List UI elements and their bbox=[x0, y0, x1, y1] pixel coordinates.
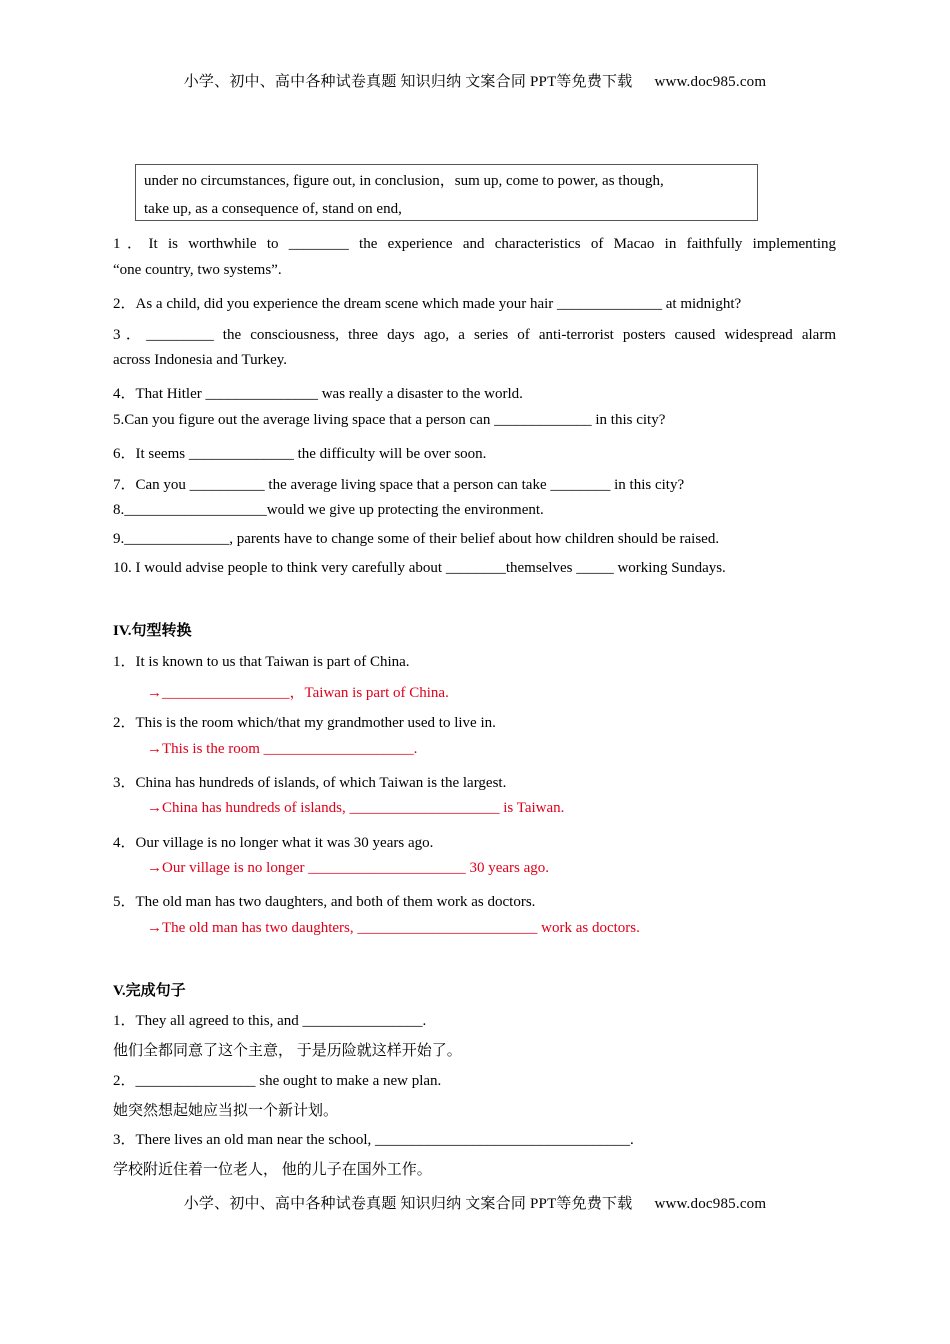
question-7: 7．Can you __________ the average living space that a person can take ________ in this city? bbox=[113, 477, 685, 493]
transform-question-4: 4．Our village is no longer what it was 30 years ago. bbox=[113, 835, 434, 851]
page-footer bbox=[0, 1192, 950, 1213]
question-1-line-2: “one country, two systems”. bbox=[113, 262, 282, 278]
question-3-line-2: across Indonesia and Turkey. bbox=[113, 352, 288, 368]
transform-answer-2: →This is the room ____________________. bbox=[147, 741, 418, 757]
word-bank-box bbox=[135, 164, 758, 221]
complete-question-1: 1．They all agreed to this, and ________________. bbox=[113, 1013, 427, 1029]
section-4-title: IV.句型转换 bbox=[113, 623, 192, 639]
complete-question-2: 2．________________ she ought to make a new plan. bbox=[113, 1073, 442, 1089]
transform-question-2: 2．This is the room which/that my grandmother used to live in. bbox=[113, 715, 496, 731]
question-2: 2．As a child, did you experience the dream scene which made your hair ______________ at midnight? bbox=[113, 296, 742, 312]
complete-question-3: 3．There lives an old man near the school, __________________________________. bbox=[113, 1132, 634, 1148]
word-bank-line-2: take up, as a consequence of, stand on end, bbox=[144, 201, 402, 217]
question-9: 9.______________, parents have to change some of their belief about how children should be raised. bbox=[113, 531, 720, 547]
header-url: www.doc985.com bbox=[654, 74, 767, 90]
complete-chinese-1: 他们全都同意了这个主意， 于是历险就这样开始了。 bbox=[113, 1043, 462, 1059]
question-8: 8.___________________would we give up protecting the environment. bbox=[113, 502, 544, 518]
header-slogan: 小学、初中、高中各种试卷真题 知识归纳 文案合同 PPT等免费下载 bbox=[183, 74, 633, 90]
transform-answer-5: →The old man has two daughters, ________________________ work as doctors. bbox=[147, 920, 640, 936]
transform-question-1: 1．It is known to us that Taiwan is part of China. bbox=[113, 654, 410, 670]
transform-answer-1: →_________________，Taiwan is part of China. bbox=[147, 685, 449, 701]
complete-chinese-3: 学校附近住着一位老人， 他的儿子在国外工作。 bbox=[113, 1162, 432, 1178]
question-4: 4．That Hitler _______________ was really a disaster to the world. bbox=[113, 386, 523, 402]
complete-chinese-2: 她突然想起她应当拟一个新计划。 bbox=[113, 1103, 339, 1119]
transform-question-5: 5．The old man has two daughters, and both of them work as doctors. bbox=[113, 894, 536, 910]
section-5-title: V.完成句子 bbox=[113, 983, 186, 999]
word-bank-line-1: under no circumstances, figure out, in conclusion，sum up, come to power, as though, bbox=[144, 173, 664, 189]
footer-url: www.doc985.com bbox=[654, 1196, 767, 1212]
question-10: 10. I would advise people to think very carefully about ________themselves _____ working Sundays. bbox=[113, 560, 726, 576]
transform-answer-4: →Our village is no longer _____________________ 30 years ago. bbox=[147, 860, 550, 876]
question-6: 6．It seems ______________ the difficulty will be over soon. bbox=[113, 446, 487, 462]
question-1-line-1: 1．It is worthwhile to ________ the experience and characteristics of Macao in faithfully implementing bbox=[113, 236, 836, 252]
transform-question-3: 3．China has hundreds of islands, of which Taiwan is the largest. bbox=[113, 775, 507, 791]
footer-slogan: 小学、初中、高中各种试卷真题 知识归纳 文案合同 PPT等免费下载 bbox=[183, 1196, 633, 1212]
transform-answer-3: →China has hundreds of islands, ____________________ is Taiwan. bbox=[147, 800, 565, 816]
question-3-line-1: 3．_________ the consciousness, three days ago, a series of anti-terrorist posters caused widespread alarm bbox=[113, 327, 836, 343]
question-5: 5.Can you figure out the average living space that a person can _____________ in this city? bbox=[113, 412, 666, 428]
page-header bbox=[0, 70, 950, 91]
